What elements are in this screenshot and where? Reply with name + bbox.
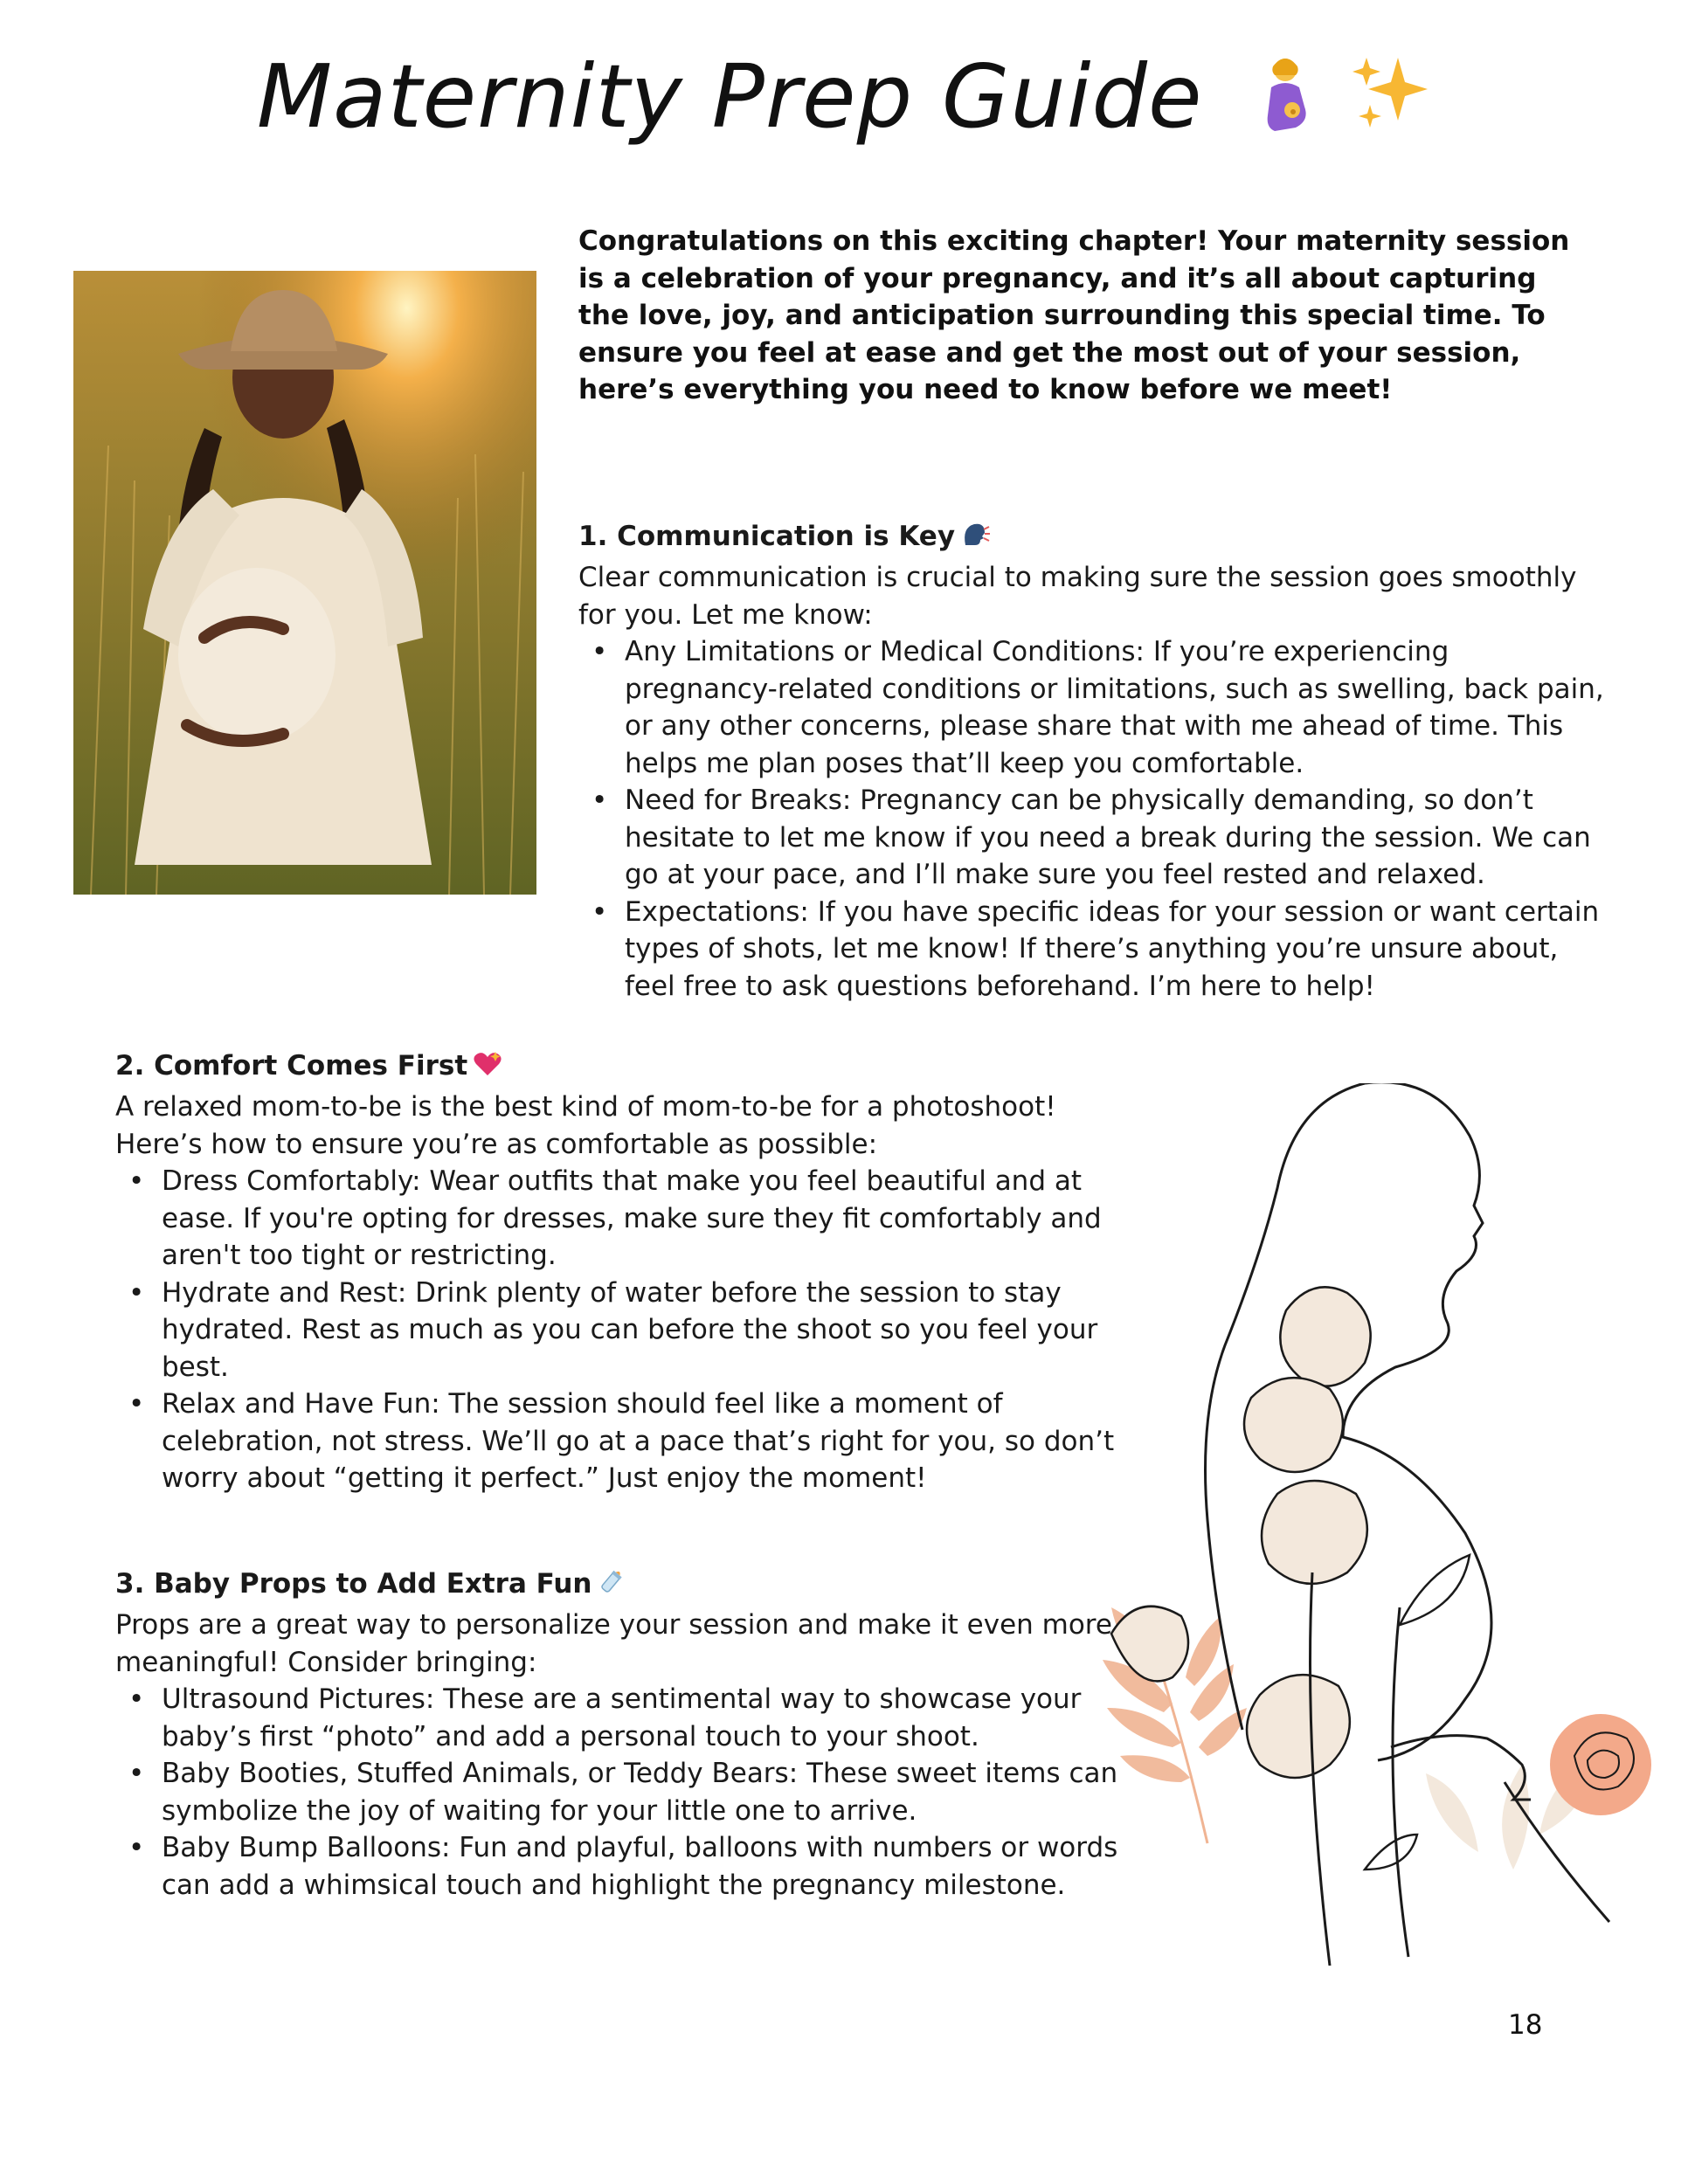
section-communication: [578, 518, 1609, 1005]
list-item: • Need for Breaks: Pregnancy can be physically demanding, so don’t hesitate to let me know if you need a break during the session. We can go at your pace, and I’ll make sure you feel rested and relaxed.: [625, 782, 1609, 894]
maternity-photo: [73, 271, 536, 895]
section-comfort: [115, 1047, 1129, 1497]
list-item: • Relax and Have Fun: The session should feel like a moment of celebration, not stress. We’ll go at a pace that’s right for you, so don’t worry about “getting it perfect.” Just enjoy the moment!: [162, 1386, 1129, 1497]
section-baby-props: [115, 1565, 1146, 1904]
section-heading: 2. Comfort Comes First: [115, 1047, 1129, 1089]
bullet-list: [115, 1163, 1129, 1497]
section-heading: 1. Communication is Key: [578, 518, 1609, 559]
sparkling-heart-icon: [473, 1050, 502, 1089]
page-title-text: Maternity Prep Guide: [256, 45, 1203, 148]
list-item: • Any Limitations or Medical Conditions: If you’re experiencing pregnancy-related conditions or limitations, such as swelling, back pain, or any other concerns, please share that with me ahead of time. This helps me plan poses that’ll keep you comfortable.: [625, 633, 1609, 782]
list-item: • Expectations: If you have specific ideas for your session or want certain types of shots, let me know! If there’s anything you’re unsure about, feel free to ask questions beforehand. I’m here to help!: [625, 894, 1609, 1006]
page-title: [0, 45, 1688, 154]
intro-paragraph: Congratulations on this exciting chapter! Your maternity session is a celebration of your pregnancy, and it’s all about capturing the love, joy, and anticipation surrounding this special time. To ensure you feel at ease and get the most out of your session, here’s everything you need to know before we meet!: [578, 225, 1570, 405]
list-item: • Baby Bump Balloons: Fun and playful, balloons with numbers or words can add a whimsical touch and highlight the pregnancy milestone.: [162, 1829, 1146, 1904]
sparkles-icon: [1351, 52, 1431, 154]
list-item: • Dress Comfortably: Wear outfits that make you feel beautiful and at ease. If you're opting for dresses, make sure they fit comfortably and aren't too tight or restricting.: [162, 1163, 1129, 1275]
list-item: • Ultrasound Pictures: These are a sentimental way to showcase your baby’s first “photo” and add a personal touch to your shoot.: [162, 1681, 1146, 1755]
list-item: • Hydrate and Rest: Drink plenty of water before the session to stay hydrated. Rest as much as you can before the shoot so you feel your best.: [162, 1275, 1129, 1386]
page-number: 18: [1508, 2009, 1543, 2041]
bullet-list: [578, 633, 1609, 1005]
section-body: Clear communication is crucial to making sure the session goes smoothly for you. Let me know:: [578, 562, 1577, 631]
pregnant-woman-icon: [1256, 52, 1317, 154]
line-art-illustration: [1103, 1083, 1662, 1966]
list-item: • Baby Booties, Stuffed Animals, or Teddy Bears: These sweet items can symbolize the joy of waiting for your little one to arrive.: [162, 1755, 1146, 1829]
section-heading: 3. Baby Props to Add Extra Fun: [115, 1565, 1146, 1607]
bullet-list: [115, 1681, 1146, 1904]
speaking-head-icon: [960, 521, 990, 559]
section-body: A relaxed mom-to-be is the best kind of mom-to-be for a photoshoot! Here’s how to ensure you’re as comfortable as possible:: [115, 1091, 1056, 1160]
section-body: Props are a great way to personalize your session and make it even more meaningful! Consider bringing:: [115, 1609, 1112, 1678]
baby-bottle-icon: [597, 1566, 626, 1607]
